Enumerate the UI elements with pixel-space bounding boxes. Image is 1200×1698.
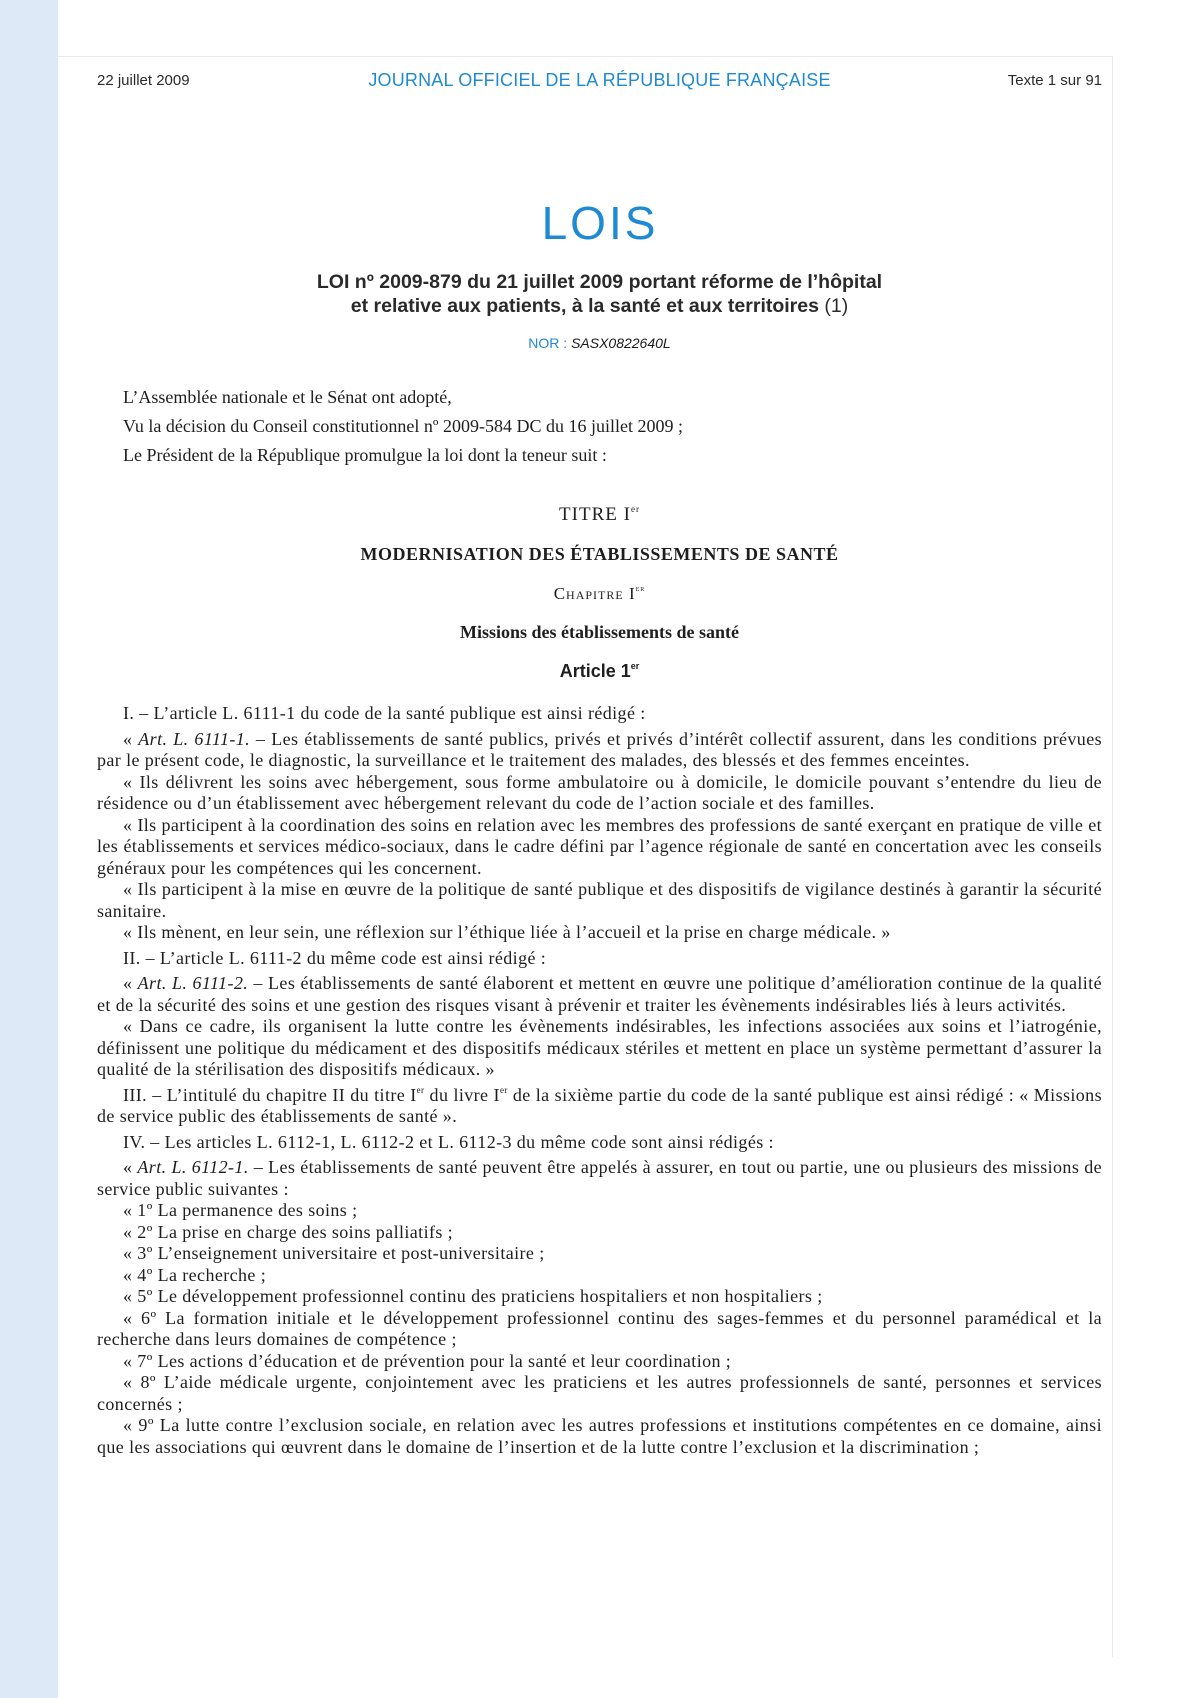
mission-item: « 9º La lutte contre l’exclusion sociale, en relation avec les autres professions et institutions compétentes en ce domaine, ainsi que les associations qui œuvrent dans le domaine de l’insertion et de la lutte contre l’exclusion et la discrimination ; (97, 1415, 1102, 1457)
section-title: LOIS (541, 197, 659, 249)
article-reference: Art. L. 6111-1. (138, 728, 251, 749)
law-title-line2 (97, 294, 1102, 318)
paragraph-text: – Les établissements de santé élaborent et mettent en œuvre une politique d’amélioration continue de la qualité et de la sécurité des soins et une gestion des risques visant à prévenir et traiter les évènements indésirables liés à leurs activités. (97, 973, 1102, 1015)
header-page-number: Texte 1 sur 91 (1007, 72, 1102, 89)
paragraph-text: – Les établissements de santé publics, privés et privés d’intérêt collectif assurent, dans les conditions prévues par le présent code, le diagnostic, la surveillance et le traitement des malades, des blessés et des femmes enceintes. (97, 728, 1102, 770)
law-title-line1: LOI nº 2009-879 du 21 juillet 2009 portant réforme de l’hôpital (316, 271, 883, 293)
mission-item: « 7º Les actions d’éducation et de prévention pour la santé et leur coordination ; (123, 1350, 732, 1371)
chapitre-sup: er (635, 583, 646, 593)
article-sup: er (630, 661, 640, 671)
header-date: 22 juillet 2009 (97, 72, 190, 89)
titre-subtitle: MODERNISATION DES ÉTABLISSEMENTS DE SANTÉ (360, 544, 839, 564)
mission-item: « 8º L’aide médicale urgente, conjointement avec les praticiens et les autres professionnels de santé, personnes et services concernés ; (97, 1372, 1102, 1414)
running-header (97, 68, 1102, 94)
header-journal-title: JOURNAL OFFICIEL DE LA RÉPUBLIQUE FRANÇAISE (368, 70, 831, 90)
paragraph-text: – Les établissements de santé peuvent être appelés à assurer, en tout ou partie, une ou plusieurs des missions de service public suivantes : (97, 1157, 1102, 1199)
paragraph: II. – L’article L. 6111-2 du même code est ainsi rédigé : (123, 947, 547, 968)
paragraph: I. – L’article L. 6111-1 du code de la santé publique est ainsi rédigé : (123, 703, 646, 723)
titre-sup: er (630, 504, 640, 514)
quote-open: « (123, 1157, 138, 1177)
mission-item: « 6º La formation initiale et le développement professionnel continu des sages-femmes et du personnel paramédical et la recherche dans leurs domaines de compétence ; (97, 1307, 1102, 1349)
nor-code: SASX0822640L (571, 335, 671, 351)
paragraph: « Ils mènent, en leur sein, une réflexion sur l’éthique liée à l’accueil et la prise en charge médicale. » (123, 922, 891, 942)
paragraph: « Ils participent à la mise en œuvre de la politique de santé publique et des dispositifs de vigilance destinés à garantir la sécurité sanitaire. (97, 879, 1102, 921)
mission-item: « 1º La permanence des soins ; (123, 1200, 358, 1220)
paragraph: « Dans ce cadre, ils organisent la lutte contre les évènements indésirables, les infections associées aux soins et l’iatrogénie, définissent une politique du médicament et des dispositifs médicaux stériles et mettent en place un système permettant d’assurer la qualité de la stérilisation des dispositifs médicaux. » (97, 1016, 1102, 1079)
paragraph: IV. – Les articles L. 6112-1, L. 6112-2 et L. 6112-3 du même code sont ainsi rédigés : (123, 1131, 774, 1152)
preamble-line: Vu la décision du Conseil constitutionnel nº 2009-584 DC du 16 juillet 2009 ; (123, 416, 683, 436)
preamble (97, 383, 1102, 470)
paragraph-text: III. – L’intitulé du chapitre II du titre I (123, 1084, 417, 1105)
article-body (97, 699, 1102, 1458)
article-reference: Art. L. 6111-2. (137, 973, 249, 993)
left-margin-band (0, 0, 58, 1698)
article-reference: Art. L. 6112-1. (137, 1157, 249, 1177)
superscript: er (499, 1084, 508, 1095)
law-title (97, 270, 1102, 318)
paragraph: « Ils participent à la coordination des soins en relation avec les membres des professions de santé exerçant en pratique de ville et les établissements et services médico-sociaux, dans le cadre défini par l’agence régionale de santé en concertation avec les conseils généraux pour les compétences qui les concernent. (97, 814, 1102, 878)
paragraph (97, 973, 1102, 1016)
paragraph-text: de la sixième partie du code de la santé publique est ainsi rédigé : « Missions de service public des établissements de santé ». (97, 1084, 1102, 1126)
paragraph (97, 729, 1102, 772)
paragraph (97, 1157, 1102, 1200)
titre-heading (97, 504, 1102, 526)
preamble-line: L’Assemblée nationale et le Sénat ont adopté, (123, 387, 452, 407)
law-title-line2-text: et relative aux patients, à la santé et aux territoires (350, 295, 819, 317)
titre-label: TITRE I (559, 504, 631, 525)
footnote-reference[interactable]: (1) (824, 295, 849, 317)
superscript: er (416, 1084, 425, 1095)
mission-item: « 3º L’enseignement universitaire et post-universitaire ; (123, 1243, 545, 1263)
paragraph-text: du livre I (424, 1084, 500, 1105)
nor-reference (97, 335, 1102, 351)
paragraph: « Ils délivrent les soins avec hébergement, sous forme ambulatoire ou à domicile, le domicile pouvant s’entendre du lieu de résidence ou d’un établissement avec hébergement relevant du code de l’action sociale et des familles. (97, 771, 1102, 813)
chapitre-label: Chapitre I (553, 584, 636, 603)
article-label: Article 1 (559, 661, 631, 681)
chapitre-heading (97, 584, 1102, 604)
chapitre-subtitle: Missions des établissements de santé (459, 622, 739, 642)
quote-open: « (123, 973, 138, 993)
nor-label: NOR : (528, 335, 568, 351)
mission-item: « 5º Le développement professionnel continu des praticiens hospitaliers et non hospitaliers ; (123, 1286, 823, 1306)
mission-item: « 4º La recherche ; (123, 1264, 267, 1285)
quote-open: « (123, 728, 139, 749)
mission-item: « 2º La prise en charge des soins palliatifs ; (123, 1221, 454, 1242)
preamble-line: Le Président de la République promulgue la loi dont la teneur suit : (123, 445, 607, 465)
paragraph (97, 1085, 1102, 1128)
article-heading (97, 661, 1102, 682)
